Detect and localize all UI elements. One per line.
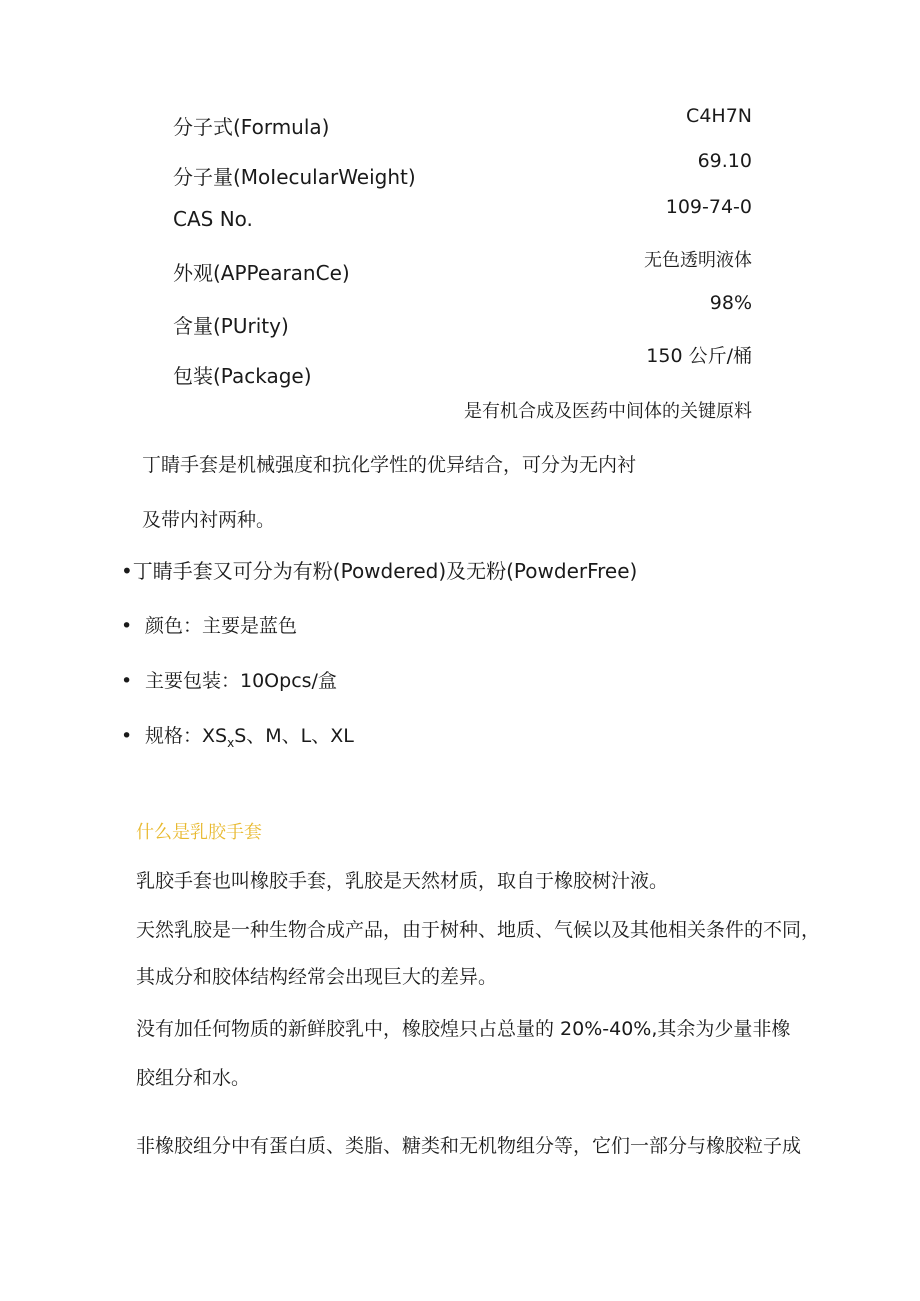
section-heading: 什么是乳胶手套	[136, 822, 262, 843]
bullet-text: 颜色：主要是蓝色	[145, 615, 298, 637]
spec-value-molecular-weight: 69.10	[697, 150, 752, 172]
body-line: 胶组分和水。	[136, 1067, 251, 1089]
bullet-text: 规格：XS	[145, 725, 228, 747]
spec-label-molecular-weight: 分子量(MoIecularWeight)	[173, 165, 416, 189]
nitrile-intro-line-1: 丁睛手套是机械强度和抗化学性的优异结合，可分为无内衬	[142, 454, 637, 476]
spec-value-formula: C4H7N	[686, 105, 752, 127]
list-item	[121, 721, 354, 750]
spec-value-purity: 98%	[709, 292, 752, 314]
body-line: 非橡胶组分中有蛋白质、类脂、糖类和无机物组分等，它们一部分与橡胶粒子成	[136, 1135, 802, 1157]
body-line: 乳胶手套也叫橡胶手套，乳胶是天然材质，取自于橡胶树汁液。	[136, 870, 669, 892]
spec-note: 是有机合成及医药中间体的关键原料	[464, 401, 752, 422]
list-item	[121, 555, 637, 584]
bullet-marker: •	[121, 615, 133, 637]
bullet-text: 主要包装：10Opcs/盒	[145, 670, 337, 692]
body-line: 没有加任何物质的新鲜胶乳中，橡胶煌只占总量的 20%-40%,其余为少量非橡	[136, 1018, 791, 1040]
body-line: 天然乳胶是一种生物合成产品，由于树种、地质、气候以及其他相关条件的不同，	[136, 919, 821, 941]
spec-label-package: 包装(Package)	[173, 364, 312, 388]
spec-label-formula: 分子式(Formula)	[173, 115, 330, 139]
list-item	[121, 666, 337, 693]
bullet-marker: •	[121, 559, 133, 583]
bullet-marker: •	[121, 670, 133, 692]
nitrile-intro-line-2: 及带内衬两种。	[142, 509, 276, 531]
spec-label-cas: CAS No.	[173, 207, 253, 231]
spec-value-appearance: 无色透明液体	[644, 250, 752, 271]
spec-value-package: 150 公斤/桶	[646, 345, 752, 367]
spec-label-purity: 含量(PUrity)	[173, 314, 289, 338]
spec-label-appearance: 外观(APPearanCe)	[173, 261, 350, 285]
bullet-text: 丁睛手套又可分为有粉(Powdered)及无粉(PowderFree)	[132, 559, 638, 583]
list-item	[121, 611, 297, 638]
bullet-subscript: x	[227, 735, 235, 750]
spec-value-cas: 109-74-0	[665, 196, 752, 218]
bullet-text-after: S、M、L、XL	[234, 725, 354, 747]
bullet-marker: •	[121, 725, 133, 747]
body-line: 其成分和胶体结构经常会出现巨大的差异。	[136, 966, 498, 988]
